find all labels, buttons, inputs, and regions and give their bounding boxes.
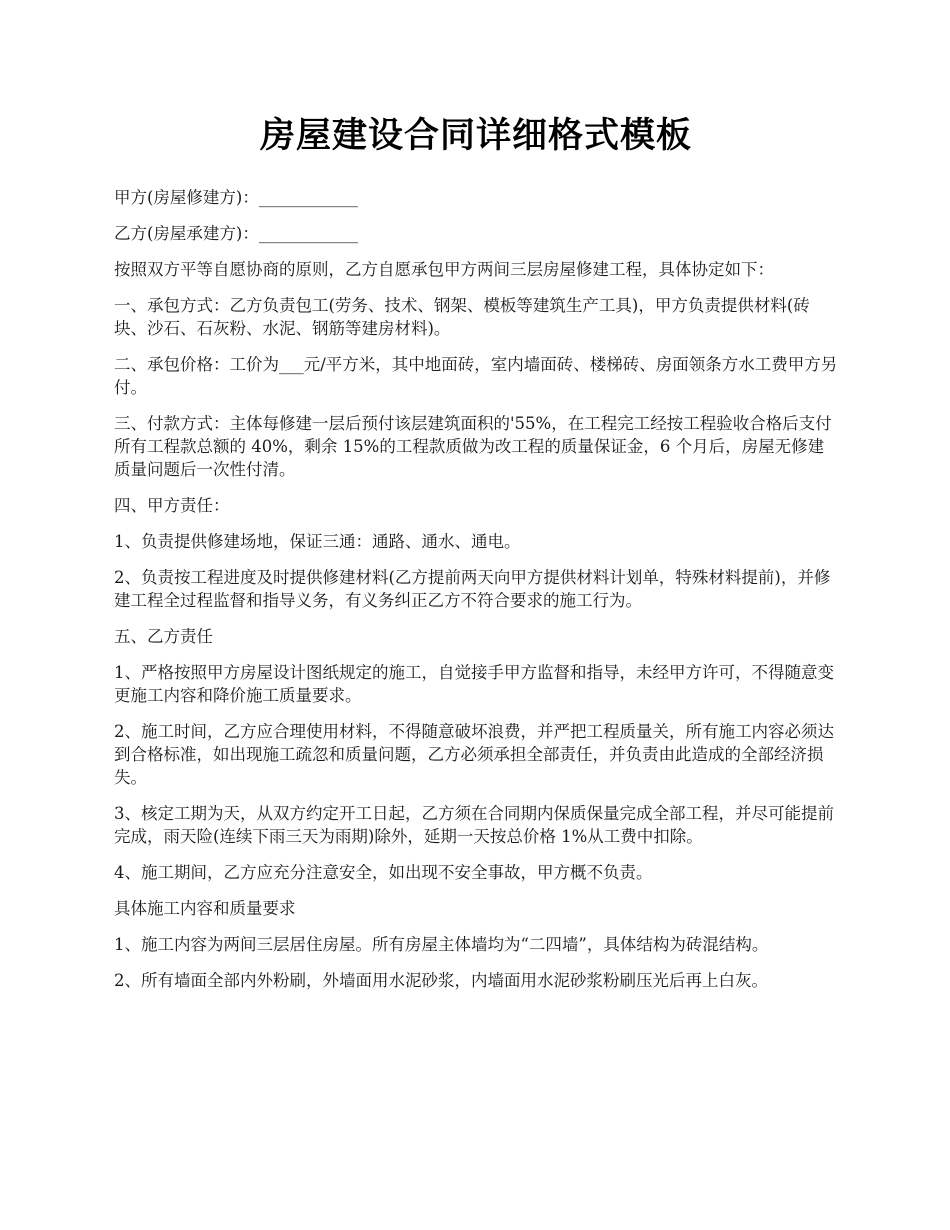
construction-item-1: 1、施工内容为两间三层居住房屋。所有房屋主体墙均为“二四墙”，具体结构为砖混结构。	[114, 935, 769, 954]
party-a-line: 甲方(房屋修建方)：____________	[114, 188, 358, 207]
party-b-item-4: 4、施工期间，乙方应充分注意安全，如出现不安全事故，甲方概不负责。	[114, 863, 653, 882]
preamble-paragraph: 按照双方平等自愿协商的原则，乙方自愿承包甲方两间三层房屋修建工程，具体协定如下：	[114, 260, 774, 279]
party-a-item-2: 2、负责按工程进度及时提供修建材料(乙方提前两天向甲方提供材料计划单，特殊材料提前)，并修建工程全过程监督和指导义务，有义务纠正乙方不符合要求的施工行为。	[114, 568, 831, 610]
party-b-item-2: 2、施工时间，乙方应合理使用材料，不得随意破坏浪费，并严把工程质量关，所有施工内容必须达到合格标准，如出现施工疏忽和质量问题，乙方必须承担全部责任，并负责由此造成的全部经济损失。	[114, 722, 834, 787]
construction-item-2: 2、所有墙面全部内外粉刷，外墙面用水泥砂浆，内墙面用水泥砂浆粉刷压光后再上白灰。	[114, 971, 768, 990]
clause-contract-method: 一、承包方式：乙方负责包工(劳务、技术、钢架、模板等建筑生产工具)，甲方负责提供材料(砖块、沙石、石灰粉、水泥、钢筋等建房材料)。	[114, 296, 810, 338]
section-heading-construction: 具体施工内容和质量要求	[114, 899, 296, 918]
section-heading-party-b: 五、乙方责任	[114, 627, 213, 646]
document-page	[114, 112, 838, 1005]
document-title: 房屋建设合同详细格式模板	[259, 115, 692, 156]
clause-payment-method: 三、付款方式：主体每修建一层后预付该层建筑面积的'55%，在工程完工经按工程验收合格后支付所有工程款总额的 40%，剩余 15%的工程款质做为改工程的质量保证金，6 个月后，房屋无修建质量问题后一次性付清。	[114, 414, 832, 479]
section-heading-party-a: 四、甲方责任：	[114, 496, 230, 515]
party-b-line: 乙方(房屋承建方)：____________	[114, 224, 358, 243]
party-b-item-3: 3、核定工期为天，从双方约定开工日起，乙方须在合同期内保质保量完成全部工程，并尽可能提前完成，雨天险(连续下雨三天为雨期)除外，延期一天按总价格 1%从工费中扣除。	[114, 804, 834, 846]
party-a-item-1: 1、负责提供修建场地，保证三通：通路、通水、通电。	[114, 532, 521, 551]
clause-contract-price: 二、承包价格：工价为___元/平方米，其中地面砖，室内墙面砖、楼梯砖、房面领条方水工费甲方另付。	[114, 355, 838, 397]
party-b-item-1: 1、严格按照甲方房屋设计图纸规定的施工，自觉接手甲方监督和指导，未经甲方许可，不得随意变更施工内容和降价施工质量要求。	[114, 663, 834, 705]
